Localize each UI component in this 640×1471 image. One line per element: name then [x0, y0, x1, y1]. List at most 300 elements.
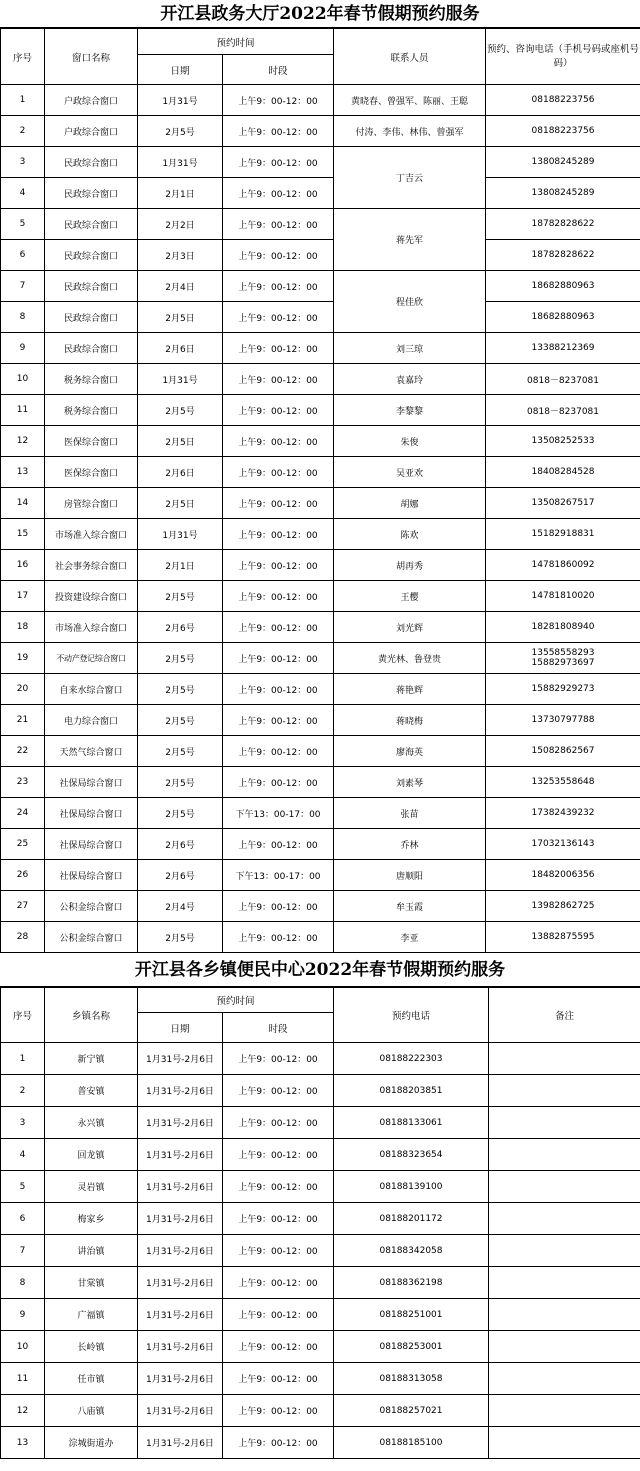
col-header-time: 预约时间 [138, 988, 334, 1013]
table-row [1, 1043, 640, 1075]
row-no: 2 [1, 1075, 45, 1107]
phone [486, 643, 640, 674]
date: 2月5号 [138, 705, 223, 736]
time-slot: 上午9：00-12：00 [223, 1363, 334, 1395]
col-header-slot: 时段 [223, 55, 334, 85]
phone: 13882875595 [486, 922, 640, 953]
phone: 13253558648 [486, 767, 640, 798]
contact: 袁嘉玲 [334, 364, 486, 395]
col-header-phone: 预约电话 [334, 988, 489, 1043]
row-no: 12 [1, 1395, 45, 1427]
time-slot: 上午9：00-12：00 [223, 550, 334, 581]
window-name: 民政综合窗口 [45, 271, 138, 302]
phone: 13982862725 [486, 891, 640, 922]
table-row [1, 767, 640, 798]
table-row [1, 1395, 640, 1427]
contact: 张苗 [334, 798, 486, 829]
col-header-slot: 时段 [223, 1013, 334, 1043]
col-header-remark: 备注 [489, 988, 640, 1043]
phone: 08188222303 [334, 1043, 489, 1075]
remark [489, 1267, 640, 1299]
date: 2月6号 [138, 829, 223, 860]
phone: 13808245289 [486, 147, 640, 178]
time-slot: 上午9：00-12：00 [223, 612, 334, 643]
time-slot: 上午9：00-12：00 [223, 581, 334, 612]
window-name: 社保局综合窗口 [45, 860, 138, 891]
contact: 李亚 [334, 922, 486, 953]
row-no: 11 [1, 395, 45, 426]
col-header-no: 序号 [1, 29, 45, 85]
time-slot: 上午9：00-12：00 [223, 364, 334, 395]
row-no: 24 [1, 798, 45, 829]
date: 1月31号 [138, 85, 223, 116]
table-row [1, 581, 640, 612]
remark [489, 1299, 640, 1331]
table-row [1, 147, 640, 178]
date: 2月5日 [138, 488, 223, 519]
date: 2月6号 [138, 860, 223, 891]
contact: 朱俊 [334, 426, 486, 457]
time-slot: 上午9：00-12：00 [223, 643, 334, 674]
town-name: 任市镇 [45, 1363, 138, 1395]
col-header-town: 乡镇名称 [45, 988, 138, 1043]
window-name: 自来水综合窗口 [45, 674, 138, 705]
phone: 18782828622 [486, 209, 640, 240]
contact: 胡娜 [334, 488, 486, 519]
table-row [1, 240, 640, 271]
table-row [1, 891, 640, 922]
time-slot: 上午9：00-12：00 [223, 1043, 334, 1075]
window-name: 税务综合窗口 [45, 364, 138, 395]
window-name: 医保综合窗口 [45, 426, 138, 457]
date: 2月6日 [138, 457, 223, 488]
phone: 15882929273 [486, 674, 640, 705]
date: 1月31号-2月6日 [138, 1363, 223, 1395]
time-slot: 上午9：00-12：00 [223, 1075, 334, 1107]
table-row [1, 829, 640, 860]
date: 2月6号 [138, 612, 223, 643]
contact: 胡再秀 [334, 550, 486, 581]
table-row [1, 550, 640, 581]
row-no: 23 [1, 767, 45, 798]
window-name: 户政综合窗口 [45, 85, 138, 116]
phone: 18281808940 [486, 612, 640, 643]
time-slot: 上午9：00-12：00 [223, 1331, 334, 1363]
phone-secondary: 15882973697 [531, 658, 595, 668]
time-slot: 上午9：00-12：00 [223, 209, 334, 240]
contact: 蒋先军 [334, 209, 486, 271]
row-no: 7 [1, 1235, 45, 1267]
phone: 08188139100 [334, 1171, 489, 1203]
remark [489, 1363, 640, 1395]
contact: 丁吉云 [334, 147, 486, 209]
row-no: 27 [1, 891, 45, 922]
window-name: 市场准入综合窗口 [45, 612, 138, 643]
date: 2月3日 [138, 240, 223, 271]
date: 1月31号-2月6日 [138, 1395, 223, 1427]
date: 1月31号-2月6日 [138, 1171, 223, 1203]
phone: 13508252533 [486, 426, 640, 457]
phone: 13730797788 [486, 705, 640, 736]
table-row [1, 457, 640, 488]
row-no: 2 [1, 116, 45, 147]
time-slot: 上午9：00-12：00 [223, 1107, 334, 1139]
phone: 08188201172 [334, 1203, 489, 1235]
table-row [1, 116, 640, 147]
table-row [1, 1331, 640, 1363]
phone: 18408284528 [486, 457, 640, 488]
row-no: 22 [1, 736, 45, 767]
window-name: 投资建设综合窗口 [45, 581, 138, 612]
contact: 王樱 [334, 581, 486, 612]
row-no: 25 [1, 829, 45, 860]
window-name: 不动产登记综合窗口 [45, 643, 138, 674]
phone: 08188342058 [334, 1235, 489, 1267]
table-row [1, 271, 640, 302]
date: 1月31号-2月6日 [138, 1139, 223, 1171]
contact: 黄光林、鲁登贵 [334, 643, 486, 674]
window-name: 民政综合窗口 [45, 147, 138, 178]
phone: 18482006356 [486, 860, 640, 891]
table-row [1, 1075, 640, 1107]
table-row [1, 1299, 640, 1331]
town-name: 新宁镇 [45, 1043, 138, 1075]
window-name: 市场准入综合窗口 [45, 519, 138, 550]
row-no: 11 [1, 1363, 45, 1395]
date: 1月31号 [138, 519, 223, 550]
time-slot: 上午9：00-12：00 [223, 1235, 334, 1267]
window-name: 民政综合窗口 [45, 209, 138, 240]
remark [489, 1043, 640, 1075]
time-slot: 上午9：00-12：00 [223, 922, 334, 953]
table-row [1, 736, 640, 767]
row-no: 9 [1, 333, 45, 364]
date: 1月31号-2月6日 [138, 1107, 223, 1139]
row-no: 21 [1, 705, 45, 736]
date: 2月5号 [138, 798, 223, 829]
remark [489, 1139, 640, 1171]
contact: 李黎黎 [334, 395, 486, 426]
date: 1月31号-2月6日 [138, 1203, 223, 1235]
row-no: 12 [1, 426, 45, 457]
phone: 17382439232 [486, 798, 640, 829]
row-no: 4 [1, 1139, 45, 1171]
remark [489, 1427, 640, 1459]
row-no: 10 [1, 364, 45, 395]
row-no: 8 [1, 1267, 45, 1299]
phone: 08188203851 [334, 1075, 489, 1107]
row-no: 15 [1, 519, 45, 550]
row-no: 7 [1, 271, 45, 302]
table-row [1, 612, 640, 643]
town-name: 梅家乡 [45, 1203, 138, 1235]
town-name: 灵岩镇 [45, 1171, 138, 1203]
time-slot: 上午9：00-12：00 [223, 302, 334, 333]
row-no: 18 [1, 612, 45, 643]
phone: 08188323654 [334, 1139, 489, 1171]
town-name: 长岭镇 [45, 1331, 138, 1363]
window-name: 民政综合窗口 [45, 178, 138, 209]
contact: 刘三琼 [334, 333, 486, 364]
date: 1月31号-2月6日 [138, 1267, 223, 1299]
town-name: 淙城街道办 [45, 1427, 138, 1459]
phone: 08188223756 [486, 116, 640, 147]
town-name: 八庙镇 [45, 1395, 138, 1427]
time-slot: 上午9：00-12：00 [223, 1171, 334, 1203]
table-row [1, 860, 640, 891]
phone: 08188251001 [334, 1299, 489, 1331]
date: 2月5号 [138, 395, 223, 426]
remark [489, 1107, 640, 1139]
window-name: 天然气综合窗口 [45, 736, 138, 767]
phone: 08188362198 [334, 1267, 489, 1299]
phone: 08188257021 [334, 1395, 489, 1427]
date: 2月5号 [138, 674, 223, 705]
row-no: 13 [1, 1427, 45, 1459]
remark [489, 1395, 640, 1427]
town-name: 永兴镇 [45, 1107, 138, 1139]
date: 2月5号 [138, 767, 223, 798]
phone: 18782828622 [486, 240, 640, 271]
phone: 08188253001 [334, 1331, 489, 1363]
table-row [1, 426, 640, 457]
remark [489, 1235, 640, 1267]
time-slot: 上午9：00-12：00 [223, 116, 334, 147]
table-row [1, 364, 640, 395]
phone: 0818－8237081 [486, 364, 640, 395]
phone: 08188223756 [486, 85, 640, 116]
remark [489, 1171, 640, 1203]
phone: 13508267517 [486, 488, 640, 519]
remark [489, 1331, 640, 1363]
phone: 17032136143 [486, 829, 640, 860]
phone: 14781860092 [486, 550, 640, 581]
town-name: 回龙镇 [45, 1139, 138, 1171]
col-header-no: 序号 [1, 988, 45, 1043]
table-row [1, 1139, 640, 1171]
window-name: 医保综合窗口 [45, 457, 138, 488]
table-row [1, 209, 640, 240]
row-no: 4 [1, 178, 45, 209]
time-slot: 上午9：00-12：00 [223, 85, 334, 116]
window-name: 社保局综合窗口 [45, 767, 138, 798]
row-no: 13 [1, 457, 45, 488]
table-row [1, 643, 640, 674]
table-row [1, 1107, 640, 1139]
row-no: 26 [1, 860, 45, 891]
phone: 15082862567 [486, 736, 640, 767]
window-name: 民政综合窗口 [45, 240, 138, 271]
time-slot: 上午9：00-12：00 [223, 891, 334, 922]
date: 2月2日 [138, 209, 223, 240]
row-no: 16 [1, 550, 45, 581]
table-row [1, 705, 640, 736]
window-name: 公积金综合窗口 [45, 891, 138, 922]
date: 1月31号 [138, 364, 223, 395]
contact: 陈欢 [334, 519, 486, 550]
phone: 08188313058 [334, 1363, 489, 1395]
time-slot: 下午13：00-17：00 [223, 798, 334, 829]
contact: 程佳欣 [334, 271, 486, 333]
row-no: 5 [1, 1171, 45, 1203]
date: 1月31号-2月6日 [138, 1235, 223, 1267]
row-no: 6 [1, 240, 45, 271]
col-header-phone: 预约、咨询电话（手机号码或座机号码） [486, 29, 640, 85]
time-slot: 上午9：00-12：00 [223, 457, 334, 488]
time-slot: 上午9：00-12：00 [223, 395, 334, 426]
town-name: 普安镇 [45, 1075, 138, 1107]
phone: 08188185100 [334, 1427, 489, 1459]
date: 1月31号-2月6日 [138, 1299, 223, 1331]
phone: 15182918831 [486, 519, 640, 550]
contact: 牟玉霞 [334, 891, 486, 922]
date: 2月5号 [138, 581, 223, 612]
row-no: 28 [1, 922, 45, 953]
date: 1月31号-2月6日 [138, 1075, 223, 1107]
phone: 13388212369 [486, 333, 640, 364]
date: 2月5日 [138, 426, 223, 457]
date: 1月31号-2月6日 [138, 1331, 223, 1363]
time-slot: 上午9：00-12：00 [223, 519, 334, 550]
remark [489, 1203, 640, 1235]
row-no: 10 [1, 1331, 45, 1363]
date: 1月31号-2月6日 [138, 1427, 223, 1459]
hall-title: 开江县政务大厅2022年春节假期预约服务 [0, 0, 640, 28]
contact: 黄晓春、曾强军、陈丽、王聪 [334, 85, 486, 116]
phone: 08188133061 [334, 1107, 489, 1139]
date: 2月5号 [138, 116, 223, 147]
time-slot: 上午9：00-12：00 [223, 147, 334, 178]
window-name: 税务综合窗口 [45, 395, 138, 426]
time-slot: 上午9：00-12：00 [223, 1203, 334, 1235]
date: 2月6日 [138, 333, 223, 364]
contact: 唐顺阳 [334, 860, 486, 891]
date: 2月4日 [138, 271, 223, 302]
window-name: 民政综合窗口 [45, 333, 138, 364]
contact: 吴亚欢 [334, 457, 486, 488]
date: 2月5号 [138, 643, 223, 674]
table-row [1, 1203, 640, 1235]
row-no: 9 [1, 1299, 45, 1331]
table-row [1, 674, 640, 705]
time-slot: 上午9：00-12：00 [223, 488, 334, 519]
table-row [1, 1235, 640, 1267]
table-row [1, 302, 640, 333]
col-header-date: 日期 [138, 55, 223, 85]
time-slot: 上午9：00-12：00 [223, 1299, 334, 1331]
table-row [1, 1171, 640, 1203]
time-slot: 上午9：00-12：00 [223, 1395, 334, 1427]
date: 2月5日 [138, 302, 223, 333]
table-row [1, 519, 640, 550]
time-slot: 上午9：00-12：00 [223, 674, 334, 705]
date: 2月4号 [138, 891, 223, 922]
table-row [1, 922, 640, 953]
time-slot: 上午9：00-12：00 [223, 178, 334, 209]
window-name: 民政综合窗口 [45, 302, 138, 333]
row-no: 8 [1, 302, 45, 333]
date: 2月5号 [138, 736, 223, 767]
phone: 18682880963 [486, 271, 640, 302]
phone-primary: 13558558293 [531, 648, 595, 658]
time-slot: 上午9：00-12：00 [223, 1139, 334, 1171]
window-name: 房管综合窗口 [45, 488, 138, 519]
time-slot: 上午9：00-12：00 [223, 829, 334, 860]
table-row [1, 798, 640, 829]
row-no: 14 [1, 488, 45, 519]
date: 1月31号 [138, 147, 223, 178]
date: 1月31号-2月6日 [138, 1043, 223, 1075]
time-slot: 上午9：00-12：00 [223, 1427, 334, 1459]
table-row [1, 395, 640, 426]
col-header-window: 窗口名称 [45, 29, 138, 85]
town-name: 甘棠镇 [45, 1267, 138, 1299]
row-no: 3 [1, 1107, 45, 1139]
window-name: 社保局综合窗口 [45, 829, 138, 860]
date: 2月1日 [138, 550, 223, 581]
window-name: 社会事务综合窗口 [45, 550, 138, 581]
col-header-date: 日期 [138, 1013, 223, 1043]
row-no: 17 [1, 581, 45, 612]
col-header-contact: 联系人员 [334, 29, 486, 85]
row-no: 5 [1, 209, 45, 240]
time-slot: 上午9：00-12：00 [223, 240, 334, 271]
town-name: 广福镇 [45, 1299, 138, 1331]
window-name: 公积金综合窗口 [45, 922, 138, 953]
time-slot: 上午9：00-12：00 [223, 1267, 334, 1299]
col-header-time: 预约时间 [138, 29, 334, 55]
row-no: 3 [1, 147, 45, 178]
towns-title: 开江县各乡镇便民中心2022年春节假期预约服务 [0, 953, 640, 987]
contact: 乔林 [334, 829, 486, 860]
phone: 14781810020 [486, 581, 640, 612]
time-slot: 上午9：00-12：00 [223, 271, 334, 302]
time-slot: 上午9：00-12：00 [223, 705, 334, 736]
time-slot: 上午9：00-12：00 [223, 767, 334, 798]
contact: 廖海英 [334, 736, 486, 767]
phone: 13808245289 [486, 178, 640, 209]
row-no: 6 [1, 1203, 45, 1235]
contact: 刘素琴 [334, 767, 486, 798]
row-no: 1 [1, 85, 45, 116]
table-row [1, 1427, 640, 1459]
table-row [1, 1267, 640, 1299]
remark [489, 1075, 640, 1107]
table-row [1, 488, 640, 519]
time-slot: 下午13：00-17：00 [223, 860, 334, 891]
date: 2月5号 [138, 922, 223, 953]
phone: 0818－8237081 [486, 395, 640, 426]
towns-table [0, 987, 640, 1459]
table-row [1, 178, 640, 209]
table-row [1, 1363, 640, 1395]
row-no: 19 [1, 643, 45, 674]
contact: 蒋艳辉 [334, 674, 486, 705]
table-row [1, 333, 640, 364]
window-name: 电力综合窗口 [45, 705, 138, 736]
table-row [1, 85, 640, 116]
date: 2月1日 [138, 178, 223, 209]
time-slot: 上午9：00-12：00 [223, 426, 334, 457]
window-name: 户政综合窗口 [45, 116, 138, 147]
hall-table [0, 28, 640, 953]
window-name: 社保局综合窗口 [45, 798, 138, 829]
town-name: 讲治镇 [45, 1235, 138, 1267]
time-slot: 上午9：00-12：00 [223, 333, 334, 364]
phone: 18682880963 [486, 302, 640, 333]
contact: 刘光辉 [334, 612, 486, 643]
row-no: 1 [1, 1043, 45, 1075]
